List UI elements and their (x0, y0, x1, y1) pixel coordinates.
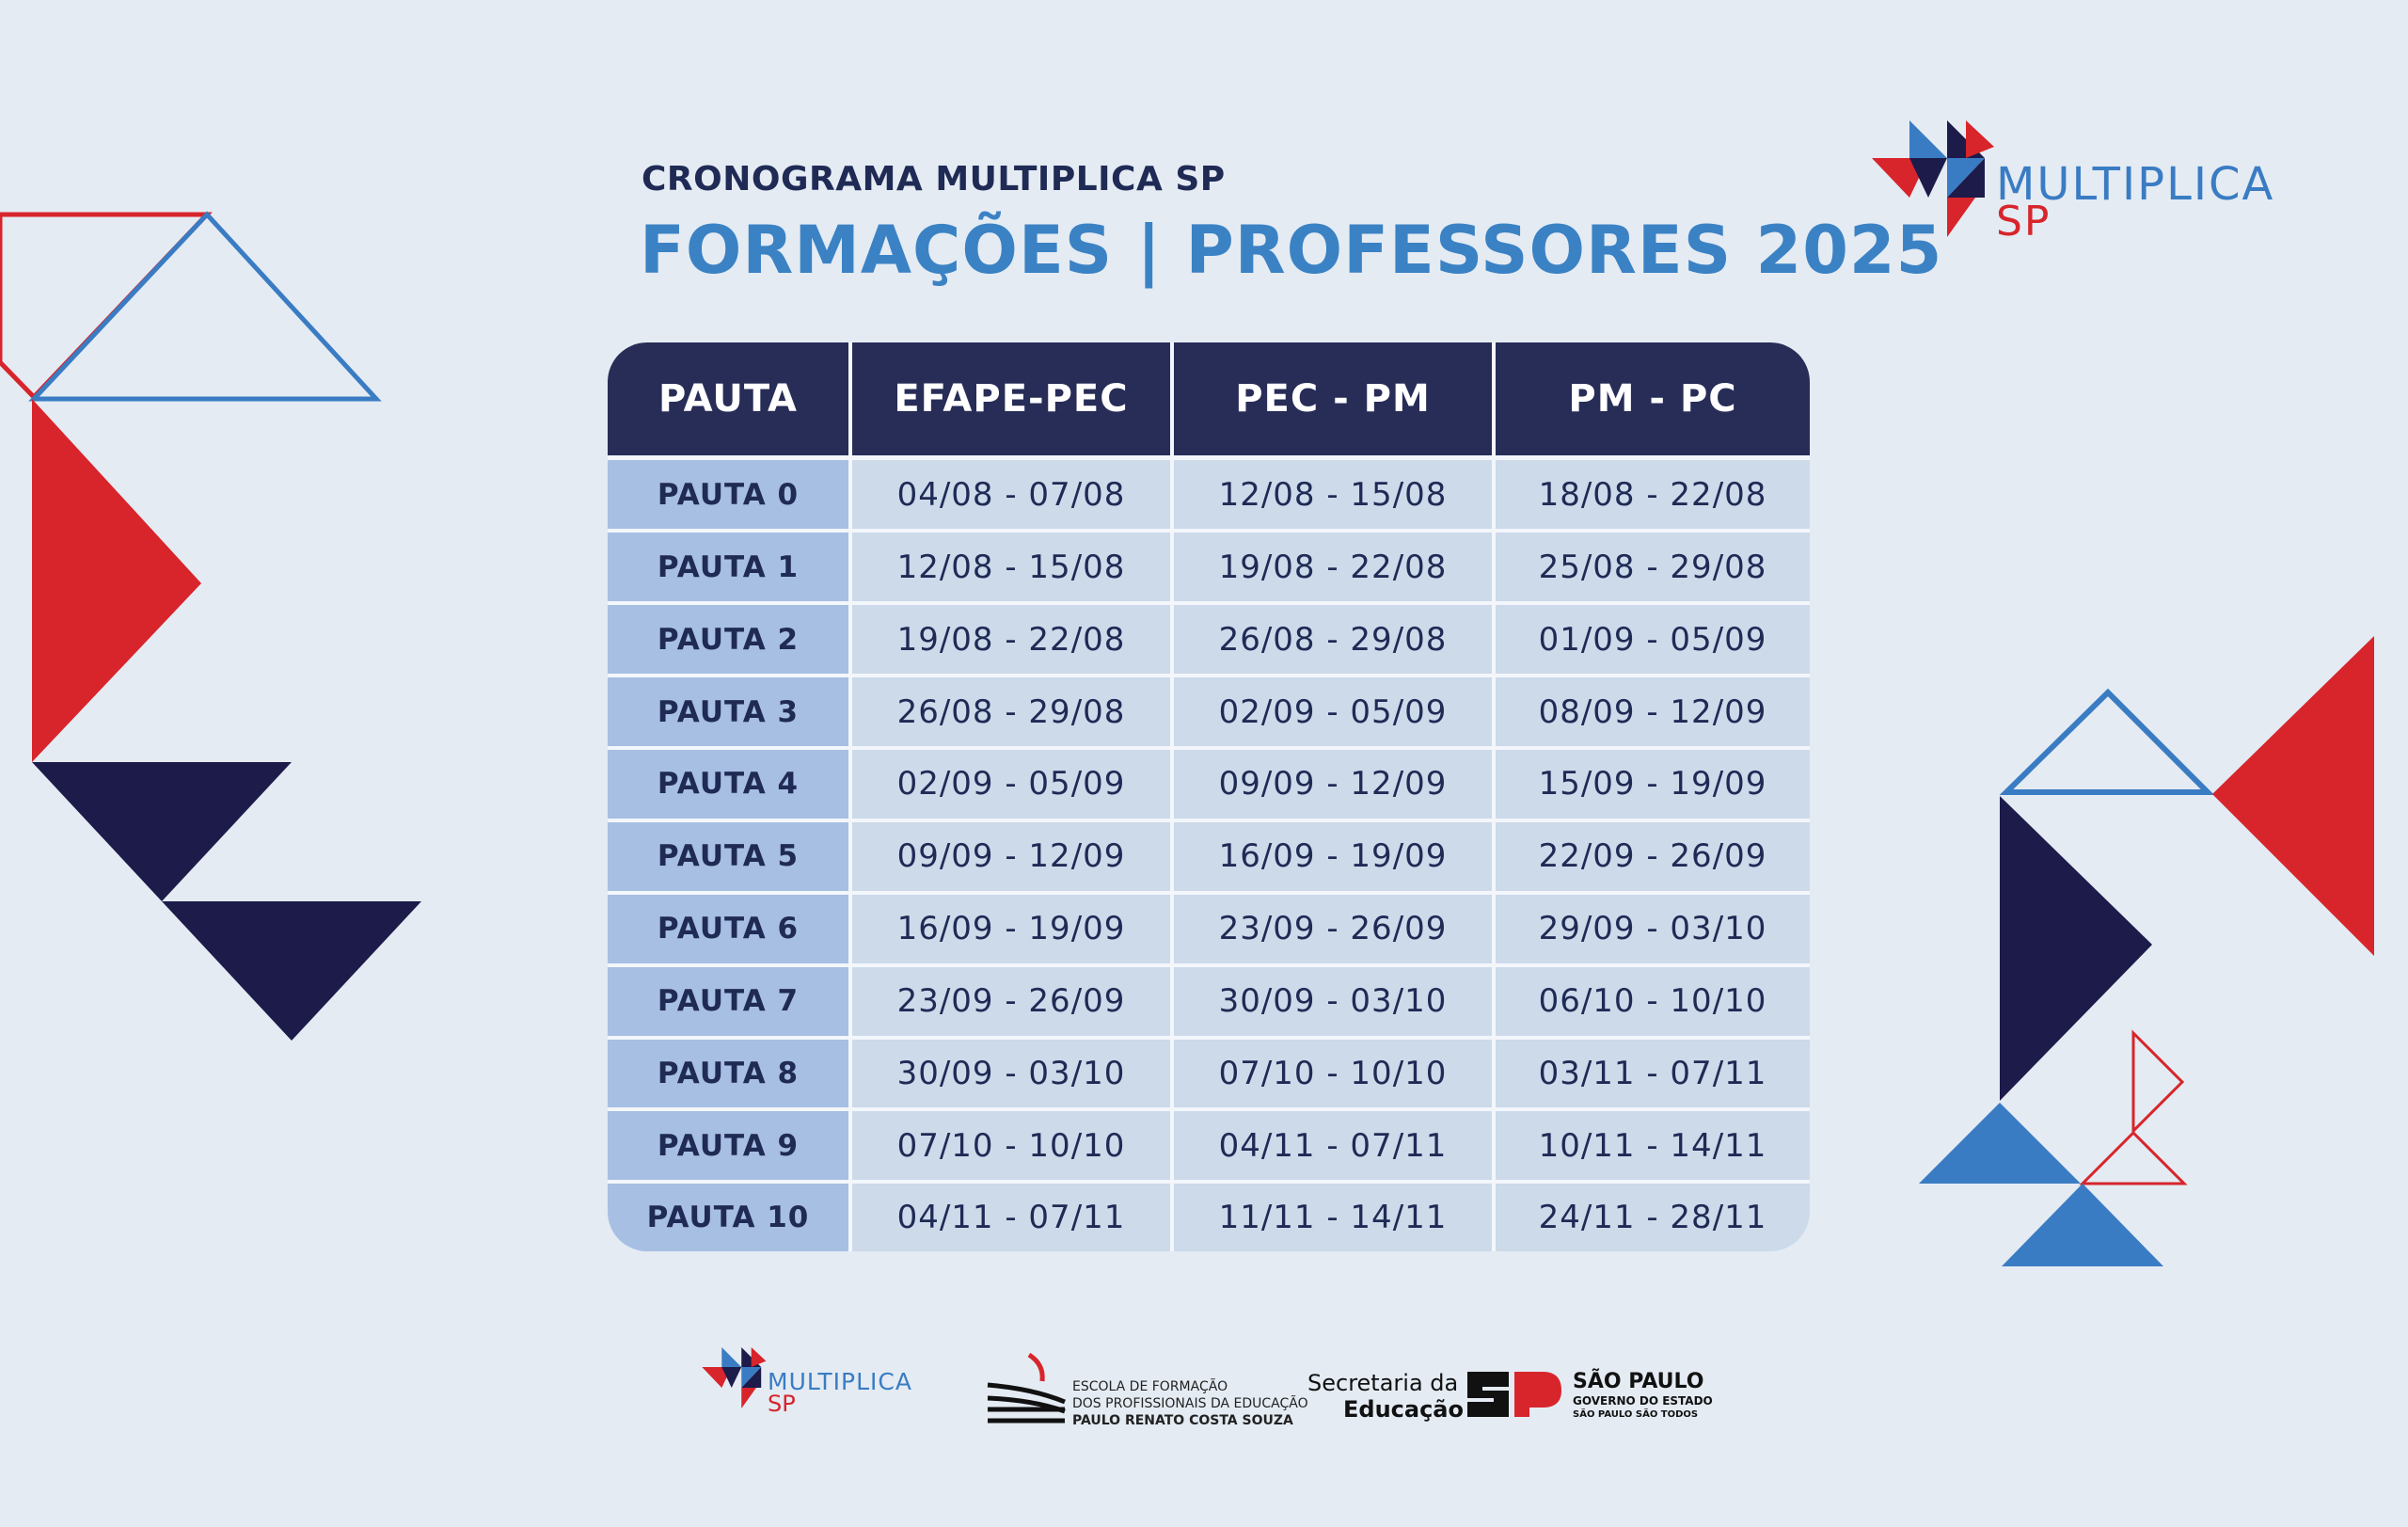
date-range-cell: 10/11 - 14/11 (1494, 1109, 1810, 1182)
left-red-outline-triangle (0, 215, 207, 397)
date-range-cell: 09/09 - 12/09 (1172, 748, 1494, 820)
pauta-cell: PAUTA 8 (608, 1038, 850, 1110)
table-row (608, 748, 1810, 820)
efape-mark-icon (986, 1351, 1070, 1426)
column-header-pec-pm: PEC - PM (1172, 342, 1494, 458)
right-red-small-outline-1 (2133, 1033, 2182, 1131)
date-range-cell: 04/08 - 07/08 (850, 458, 1172, 532)
table-row (608, 458, 1810, 532)
date-range-cell: 18/08 - 22/08 (1494, 458, 1810, 532)
multiplica-logo (1872, 120, 2275, 246)
table-row (608, 1182, 1810, 1251)
table-row (608, 603, 1810, 676)
date-range-cell: 07/10 - 10/10 (1172, 1038, 1494, 1110)
table-row (608, 965, 1810, 1038)
date-range-cell: 04/11 - 07/11 (850, 1182, 1172, 1251)
date-range-cell: 03/11 - 07/11 (1494, 1038, 1810, 1110)
left-navy-triangle-1 (32, 762, 292, 901)
date-range-cell: 07/10 - 10/10 (850, 1109, 1172, 1182)
pauta-cell: PAUTA 4 (608, 748, 850, 820)
right-blue-outline-triangle (2006, 692, 2208, 792)
column-header-efape-pec: EFAPE-PEC (850, 342, 1172, 458)
pauta-cell: PAUTA 0 (608, 458, 850, 532)
efape-line2: DOS PROFISSIONAIS DA EDUCAÇÃO (1072, 1396, 1308, 1411)
table-row (608, 531, 1810, 603)
schedule-table (608, 342, 1810, 1251)
pauta-cell: PAUTA 3 (608, 676, 850, 748)
table-row (608, 676, 1810, 748)
table-row (608, 820, 1810, 893)
date-range-cell: 09/09 - 12/09 (850, 820, 1172, 893)
seduc-line1: Secretaria da (1307, 1370, 1459, 1396)
pauta-cell: PAUTA 7 (608, 965, 850, 1038)
pauta-cell: PAUTA 10 (608, 1182, 850, 1251)
date-range-cell: 30/09 - 03/10 (850, 1038, 1172, 1110)
date-range-cell: 16/09 - 19/09 (850, 893, 1172, 965)
table-row (608, 1109, 1810, 1182)
footer-multiplica-sub: SP (768, 1391, 796, 1417)
pauta-cell: PAUTA 6 (608, 893, 850, 965)
logo-word: MULTIPLICA (1996, 158, 2275, 211)
date-range-cell: 26/08 - 29/08 (850, 676, 1172, 748)
sp-line3: SÃO PAULO SÃO TODOS (1573, 1409, 1699, 1420)
pauta-cell: PAUTA 9 (608, 1109, 850, 1182)
date-range-cell: 12/08 - 15/08 (1172, 458, 1494, 532)
date-range-cell: 02/09 - 05/09 (1172, 676, 1494, 748)
date-range-cell: 24/11 - 28/11 (1494, 1182, 1810, 1251)
footer-multiplica-logo (702, 1347, 912, 1417)
date-range-cell: 19/08 - 22/08 (850, 603, 1172, 676)
date-range-cell: 15/09 - 19/09 (1494, 748, 1810, 820)
logo-sub: SP (1996, 198, 2052, 246)
date-range-cell: 25/08 - 29/08 (1494, 531, 1810, 603)
table-row (608, 893, 1810, 965)
date-range-cell: 22/09 - 26/09 (1494, 820, 1810, 893)
table-row (608, 1038, 1810, 1110)
date-range-cell: 26/08 - 29/08 (1172, 603, 1494, 676)
efape-line3: PAULO RENATO COSTA SOUZA (1072, 1413, 1293, 1428)
date-range-cell: 16/09 - 19/09 (1172, 820, 1494, 893)
footer-multiplica-word: MULTIPLICA (768, 1368, 912, 1395)
date-range-cell: 01/09 - 05/09 (1494, 603, 1810, 676)
footer-efape-logo (986, 1351, 1308, 1430)
column-header-pauta: PAUTA (608, 342, 850, 458)
left-navy-triangle-2 (162, 901, 421, 1041)
footer-multiplica-mark-icon (702, 1347, 771, 1409)
date-range-cell: 29/09 - 03/10 (1494, 893, 1810, 965)
page-title: FORMAÇÕES | PROFESSORES 2025 (640, 212, 1943, 289)
left-red-triangle (32, 399, 201, 762)
pauta-cell: PAUTA 5 (608, 820, 850, 893)
right-blue-triangle-1 (1919, 1103, 2081, 1184)
date-range-cell: 12/08 - 15/08 (850, 531, 1172, 603)
right-blue-triangle-2 (2002, 1184, 2163, 1266)
page-subtitle: CRONOGRAMA MULTIPLICA SP (642, 160, 1226, 199)
date-range-cell: 11/11 - 14/11 (1172, 1182, 1494, 1251)
right-red-small-outline-2 (2083, 1133, 2184, 1184)
date-range-cell: 08/09 - 12/09 (1494, 676, 1810, 748)
sp-line2: GOVERNO DO ESTADO (1573, 1394, 1713, 1408)
date-range-cell: 02/09 - 05/09 (850, 748, 1172, 820)
column-header-pm-pc: PM - PC (1494, 342, 1810, 458)
left-blue-outline-triangle (34, 215, 376, 399)
pauta-cell: PAUTA 1 (608, 531, 850, 603)
pauta-cell: PAUTA 2 (608, 603, 850, 676)
seduc-line2: Educação (1343, 1396, 1464, 1423)
efape-line1: ESCOLA DE FORMAÇÃO (1072, 1379, 1228, 1394)
date-range-cell: 23/09 - 26/09 (850, 965, 1172, 1038)
table-header-row (608, 342, 1810, 458)
date-range-cell: 30/09 - 03/10 (1172, 965, 1494, 1038)
sp-line1: SÃO PAULO (1573, 1370, 1704, 1393)
right-red-triangle (2212, 636, 2374, 956)
date-range-cell: 19/08 - 22/08 (1172, 531, 1494, 603)
multiplica-logo-mark-icon (1872, 120, 2004, 239)
date-range-cell: 23/09 - 26/09 (1172, 893, 1494, 965)
date-range-cell: 04/11 - 07/11 (1172, 1109, 1494, 1182)
date-range-cell: 06/10 - 10/10 (1494, 965, 1810, 1038)
right-navy-triangle (2000, 796, 2152, 1101)
sp-government-mark-icon (1464, 1370, 1563, 1419)
